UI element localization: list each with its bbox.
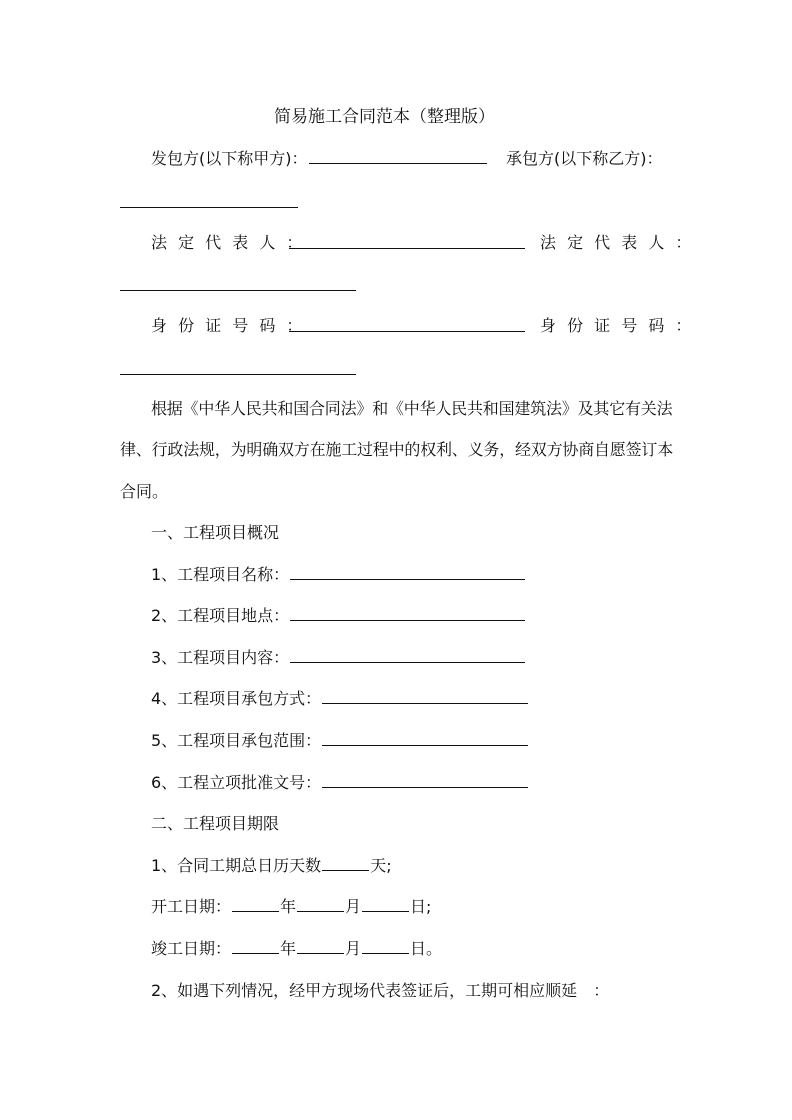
end-date-label: 竣工日期： <box>151 939 232 958</box>
item-4-label: 4、工程项目承包方式： <box>151 689 322 708</box>
party-b-legal-rep-blank[interactable] <box>120 290 356 291</box>
preamble-line-1: 根据《中华人民共和国合同法》和《中华人民共和国建筑法》及其它有关法 <box>151 399 673 418</box>
preamble-line-2: 律、行政法规，为明确双方在施工过程中的权利、义务，经双方协商自愿签订本 <box>120 440 674 459</box>
end-date-line <box>151 938 442 960</box>
party-b-id-label: 身 份 证 号 码 ： <box>540 316 695 335</box>
item-5-label: 5、工程项目承包范围： <box>151 731 322 750</box>
party-b-id-blank[interactable] <box>120 374 356 375</box>
party-a-id-blank[interactable] <box>289 331 525 332</box>
party-b-blank[interactable] <box>120 207 298 208</box>
end-year-text: 年 <box>280 939 297 958</box>
party-a-id-label: 身 份 证 号 码 ： <box>151 316 306 335</box>
item-4-blank[interactable] <box>322 689 528 704</box>
section-1-heading: 一、工程项目概况 <box>151 523 280 542</box>
party-a-legal-rep-blank[interactable] <box>289 248 525 249</box>
end-month-text: 月 <box>345 939 362 958</box>
end-day-blank[interactable] <box>362 939 409 954</box>
item-5-line <box>151 730 529 752</box>
item-6-line <box>151 772 529 794</box>
item-1-label: 1、工程项目名称： <box>151 565 290 584</box>
party-a-legal-rep-label: 法 定 代 表 人 ： <box>151 233 306 252</box>
party-b-label: 承包方(以下称乙方)： <box>506 149 663 168</box>
item-2-label: 2、工程项目地点： <box>151 606 290 625</box>
item-6-label: 6、工程立项批准文号： <box>151 773 322 792</box>
start-year-text: 年 <box>280 897 297 916</box>
duration-suffix: 天; <box>370 856 392 875</box>
item-3-blank[interactable] <box>290 648 525 663</box>
duration-line <box>151 855 392 877</box>
start-year-blank[interactable] <box>232 897 279 912</box>
delay-clause-line <box>151 980 609 1002</box>
start-day-text: 日; <box>410 897 432 916</box>
item-6-blank[interactable] <box>322 773 528 788</box>
party-a-blank[interactable] <box>309 149 487 164</box>
document-title: 简易施工合同范本（整理版） <box>274 107 495 127</box>
party-a-line <box>151 148 488 170</box>
party-b-legal-rep-label: 法 定 代 表 人 ： <box>540 233 695 252</box>
item-4-line <box>151 688 529 710</box>
end-year-blank[interactable] <box>232 939 279 954</box>
item-1-line <box>151 564 526 586</box>
item-1-blank[interactable] <box>290 565 525 580</box>
section-2-heading: 二、工程项目期限 <box>151 814 280 833</box>
start-month-blank[interactable] <box>297 897 344 912</box>
delay-clause-text: 2、如遇下列情况，经甲方现场代表签证后，工期可相应顺延 <box>151 981 578 1000</box>
delay-clause-colon: ： <box>593 981 610 1000</box>
preamble-line-3: 合同。 <box>120 482 169 501</box>
start-month-text: 月 <box>345 897 362 916</box>
end-day-text: 日。 <box>410 939 443 958</box>
party-a-label: 发包方(以下称甲方)： <box>151 149 308 168</box>
item-2-blank[interactable] <box>290 606 525 621</box>
item-3-line <box>151 647 526 669</box>
duration-prefix: 1、合同工期总日历天数 <box>151 856 322 875</box>
start-day-blank[interactable] <box>362 897 409 912</box>
duration-days-blank[interactable] <box>322 856 369 871</box>
item-5-blank[interactable] <box>322 731 528 746</box>
start-date-line <box>151 896 431 918</box>
start-date-label: 开工日期： <box>151 897 232 916</box>
item-2-line <box>151 605 526 627</box>
end-month-blank[interactable] <box>297 939 344 954</box>
item-3-label: 3、工程项目内容： <box>151 648 290 667</box>
